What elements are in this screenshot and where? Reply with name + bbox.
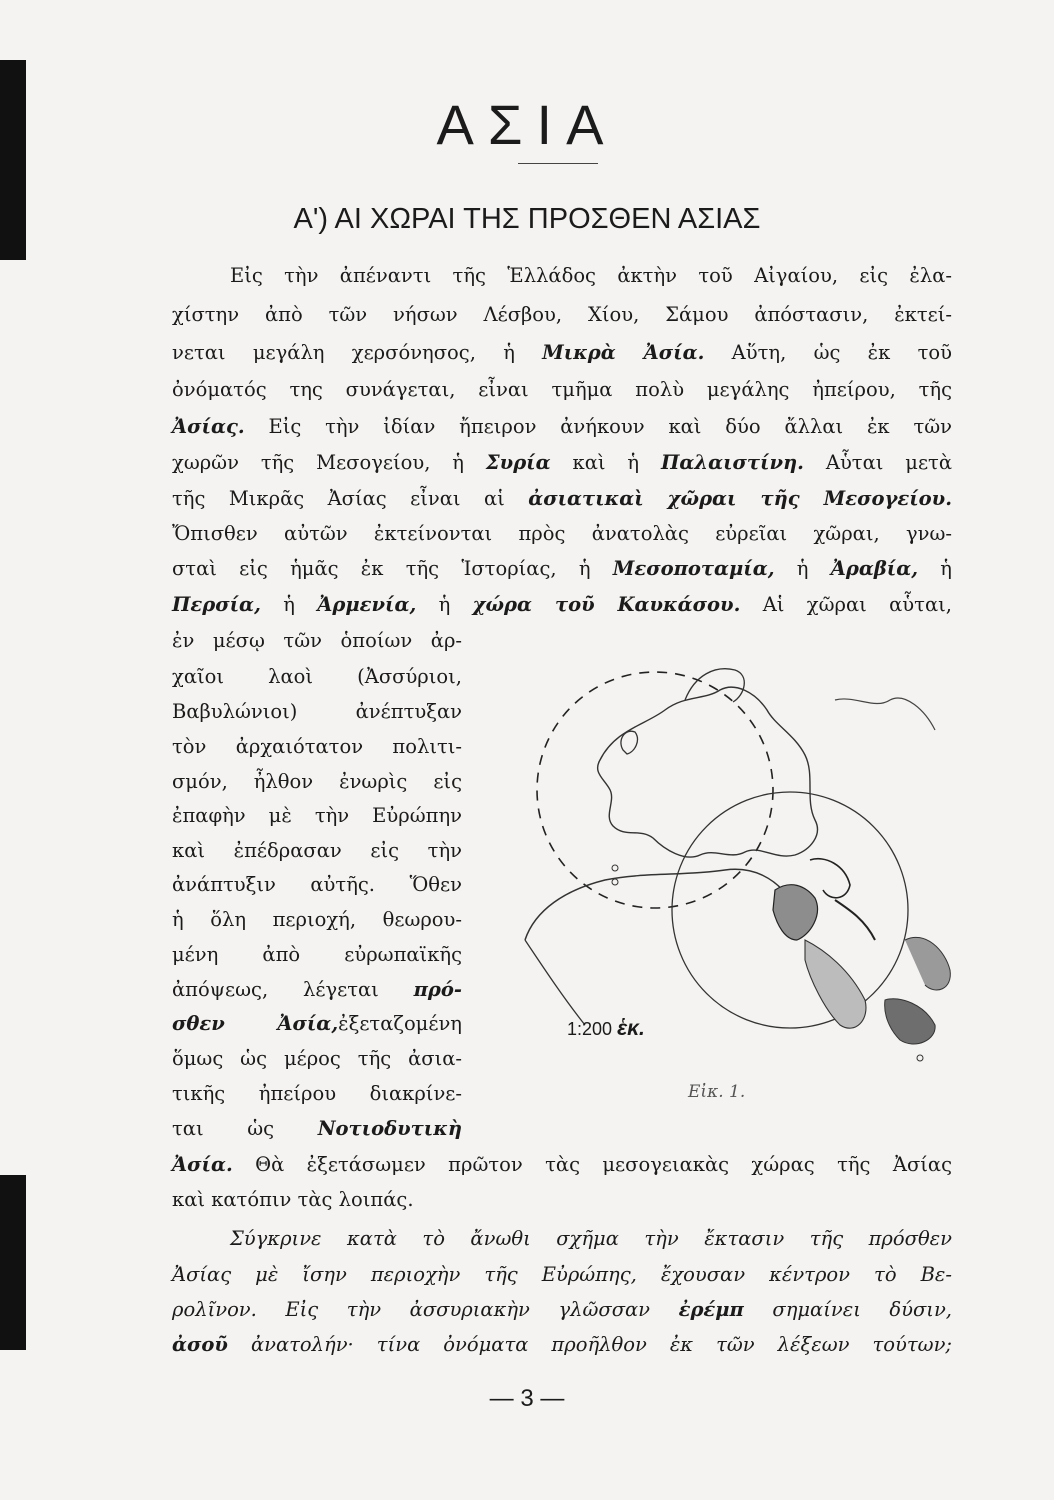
term-erem: ἐρέμπ [678, 1298, 744, 1321]
text-line: ἐν μέσῳ τῶν ὁποίων ἀρ- [172, 629, 462, 652]
text-line: χωρῶν τῆς Μεσογείου, ἡ Συρία καὶ ἡ Παλαιστίνη. Αὗται μετὰ [172, 451, 953, 474]
scandinavia-outline [685, 669, 744, 702]
term-notiodytiki: Νοτιοδυτικὴ [317, 1117, 462, 1140]
text-line: ται ὡς Νοτιοδυτικὴ [172, 1117, 462, 1140]
europe-outline [598, 687, 818, 857]
page-title: ΑΣΙΑ [436, 93, 618, 156]
text-line: Ὄπισθεν αὐτῶν ἐκτείνονται πρὸς ἀνατολὰς εὐρεῖαι χῶραι, γνω- [172, 522, 952, 545]
text-line: τικῆς ἠπείρου διακρίνε- [172, 1082, 462, 1105]
exercise-line: ἀσοῦ ἀνατολήν· τίνα ὀνόματα προῆλθον ἐκ τῶν λέξεων τούτων; [172, 1333, 952, 1356]
term-palestine: Παλαιστίνη. [660, 451, 804, 474]
scale-label: 1:200 ἑκ. [567, 1017, 645, 1040]
near-east-shaded [773, 885, 817, 940]
term-mesopotamia: Μεσοποταμία, [612, 557, 775, 580]
term-mikra-asia: Μικρὰ Ἀσία. [542, 341, 705, 364]
text-line: χίστην ἀπὸ τῶν νήσων Λέσβου, Χίου, Σάμου ἀπόστασιν, ἐκτεί- [172, 303, 952, 326]
exercise-line: ρολῖνον. Εἰς τὴν ἀσσυριακὴν γλῶσσαν ἐρέμπ σημαίνει δύσιν, [172, 1298, 952, 1321]
text-line: σταὶ εἰς ἡμᾶς ἐκ τῆς Ἱστορίας, ἡ Μεσοποταμία, ἡ Ἀραβία, ἡ [172, 557, 952, 580]
term-prosthen: πρό- [413, 978, 462, 1001]
title-divider [518, 163, 598, 164]
britain-outline [621, 731, 638, 754]
text-line: καὶ ἐπέδρασαν εἰς τὴν [172, 839, 462, 862]
text-line: τὸν ἀρχαιότατον πολιτι- [172, 735, 462, 758]
term-asia-2: Ἀσία. [172, 1153, 233, 1176]
comparison-map-figure [505, 640, 965, 1070]
dashed-comparison-circle [537, 672, 773, 908]
text-line: χαῖοι λαοὶ (Ἀσσύριοι, [172, 665, 462, 688]
text-line: ὅμως ὡς μέρος τῆς ἀσια- [172, 1047, 462, 1070]
exercise-line: Ἀσίας μὲ ἴσην περιοχὴν τῆς Εὐρώπης, ἔχουσαν κέντρον τὸ Βε- [172, 1263, 952, 1286]
text-line: ἀπόψεως, λέγεται πρό- [172, 978, 462, 1001]
term-asian-mediterranean: ἀσιατικαὶ χῶραι τῆς Μεσογείου. [528, 487, 952, 510]
section-heading: Α') ΑΙ ΧΩΡΑΙ ΤΗΣ ΠΡΟΣΘΕΝ ΑΣΙΑΣ [293, 203, 761, 235]
term-syria: Συρία [485, 451, 551, 474]
term-asia: Ἀσίας. [172, 415, 245, 438]
text-line: τῆς Μικρᾶς Ἀσίας εἶναι αἱ ἀσιατικαὶ χῶραι τῆς Μεσογείου. [172, 487, 952, 510]
book-binding-bottom [0, 1175, 26, 1350]
text-line: Περσία, ἡ Ἀρμενία, ἡ χώρα τοῦ Καυκάσου. Αἱ χῶραι αὗται, [172, 593, 952, 616]
term-asu: ἀσοῦ [172, 1333, 228, 1356]
exercise-line: Σύγκρινε κατὰ τὸ ἄνωθι σχῆμα τὴν ἔκτασιν τῆς πρόσθεν [230, 1227, 952, 1250]
text-line: ἀνάπτυξιν αὐτῆς. Ὅθεν [172, 873, 462, 896]
text-line: Ἀσία. Θὰ ἐξετάσωμεν πρῶτον τὰς μεσογειακὰς χώρας τῆς Ἀσίας [172, 1153, 952, 1176]
figure-caption: Εἰκ. 1. [688, 1082, 746, 1102]
term-persia: Περσία, [172, 593, 261, 616]
text-line: σθεν Ἀσία,ἐξεταζομένη [172, 1012, 462, 1035]
text-line: Βαβυλώνιοι) ἀνέπτυξαν [172, 700, 462, 723]
text-line: Ἀσίας. Εἰς τὴν ἰδίαν ἤπειρον ἀνήκουν καὶ δύο ἄλλαι ἐκ τῶν [172, 415, 952, 438]
term-armenia: Ἀρμενία, [317, 593, 417, 616]
arabia-shaded [805, 940, 866, 1028]
text-line: Εἰς τὴν ἀπέναντι τῆς Ἑλλάδος ἀκτὴν τοῦ Αἰγαίου, εἰς ἐλα- [230, 264, 952, 287]
text-line: καὶ κατόπιν τὰς λοιπάς. [172, 1188, 414, 1211]
text-line: ὀνόματός της συνάγεται, εἶναι τμῆμα πολὺ μεγάλης ἠπείρου, τῆς [172, 378, 952, 401]
text-line: ἐπαφὴν μὲ τὴν Εὐρώπην [172, 804, 462, 827]
text-line: νεται μεγάλη χερσόνησος, ἡ Μικρὰ Ἀσία. Αὕτη, ὡς ἐκ τοῦ [172, 341, 952, 364]
text-line: ἡ ὅλη περιοχή, θεωρου- [172, 908, 462, 931]
text-line: μένη ἀπὸ εὐρωπαϊκῆς [172, 943, 462, 966]
page-number: — 3 — [489, 1385, 565, 1412]
term-caucasus: χώρα τοῦ Καυκάσου. [472, 593, 741, 616]
term-prosthen-asia: σθεν Ἀσία, [172, 1012, 339, 1035]
text-line: σμόν, ἦλθον ἐνωρὶς εἰς [172, 770, 462, 793]
term-arabia: Ἀραβία, [830, 557, 919, 580]
africa-coast [525, 869, 787, 940]
